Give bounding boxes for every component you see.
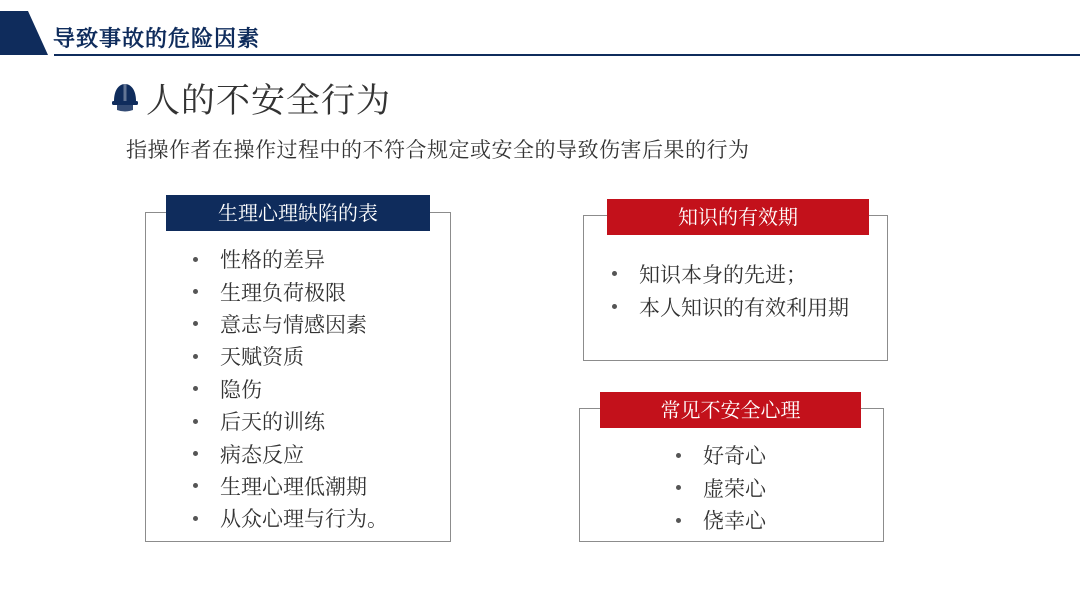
bullet-icon [676,485,681,490]
list-item: 生理心理低潮期 [193,470,388,502]
bullet-icon [193,419,198,424]
list-item: 生理负荷极限 [193,275,388,307]
page-title: 导致事故的危险因素 [53,27,261,52]
safety-helmet-icon [110,81,140,113]
list-item: 性格的差异 [193,243,388,275]
unsafe-psychology-list [676,439,766,537]
list-item: 好奇心 [676,439,766,472]
list-item: 隐伤 [193,373,388,405]
definition-text: 指操作者在操作过程中的不符合规定或安全的导致伤害后果的行为 [126,138,750,162]
list-item: 知识本身的先进； [612,257,849,290]
bullet-icon [193,386,198,391]
list-item: 侥幸心 [676,504,766,537]
bullet-icon [193,321,198,326]
unsafe-psychology-title: 常见不安全心理 [600,392,861,428]
list-item: 后天的训练 [193,405,388,437]
bullet-icon [193,289,198,294]
knowledge-validity-list [612,257,849,323]
bullet-icon [193,451,198,456]
list-item: 天赋资质 [193,340,388,372]
knowledge-validity-title: 知识的有效期 [607,199,869,235]
bullet-icon [612,271,617,276]
bullet-icon [676,453,681,458]
list-item: 本人知识的有效利用期 [612,290,849,323]
physio-defects-title: 生理心理缺陷的表 [166,195,430,231]
section-title: 人的不安全行为 [146,80,391,121]
list-item: 从众心理与行为。 [193,502,388,534]
bullet-icon [193,354,198,359]
section-heading [110,74,391,120]
bullet-icon [676,518,681,523]
bullet-icon [193,483,198,488]
list-item: 意志与情感因素 [193,308,388,340]
bullet-icon [193,516,198,521]
bullet-icon [612,304,617,309]
list-item: 病态反应 [193,437,388,469]
bullet-icon [193,257,198,262]
list-item: 虚荣心 [676,472,766,505]
physio-defects-list [193,243,388,535]
